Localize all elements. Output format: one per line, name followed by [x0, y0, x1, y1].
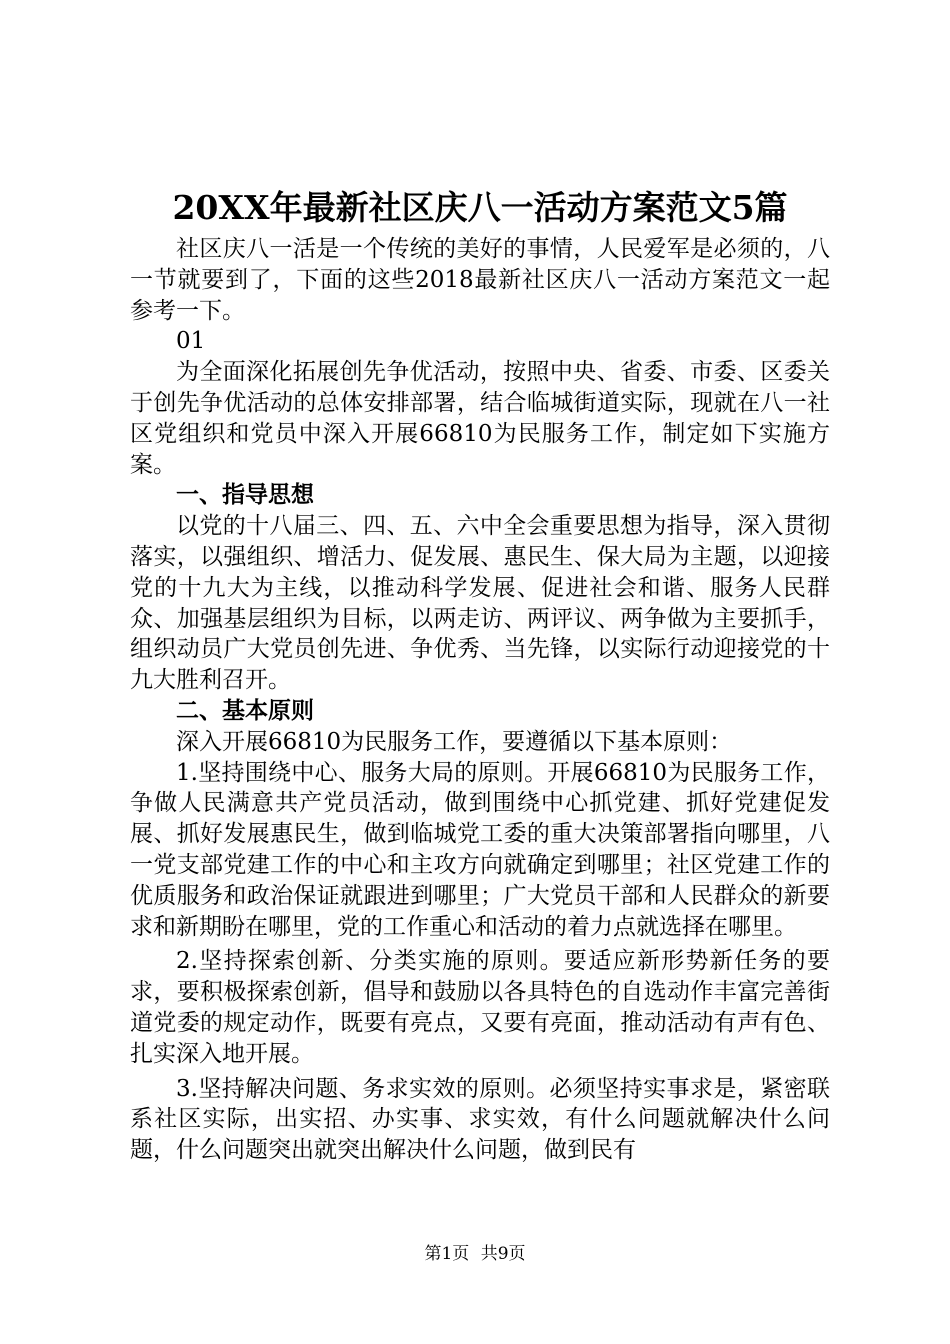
paragraph-purpose: 为全面深化拓展创先争优活动，按照中央、省委、市委、区委关于创先争优活动的总体安排部署，结合临城街道实际，现就在八一社区党组织和党员中深入开展66810为民服务工作，制定如下实施方案。: [130, 359, 830, 478]
paragraph-principles-intro: 深入开展66810为民服务工作，要遵循以下基本原则：: [176, 728, 733, 755]
heading-guiding-ideology: 一、指导思想: [176, 482, 314, 509]
document-title: 20XX年最新社区庆八一活动方案范文5篇: [172, 188, 788, 227]
heading-basic-principles: 二、基本原则: [176, 697, 314, 724]
paragraph-intro: 社区庆八一活是一个传统的美好的事情，人民爱军是必须的，八一节就要到了，下面的这些2018最新社区庆八一活动方案范文一起参考一下。: [130, 236, 830, 324]
paragraph-guiding-ideology: 以党的十八届三、四、五、六中全会重要思想为指导，深入贯彻落实，以强组织、增活力、促发展、惠民生、保大局为主题，以迎接党的十九大为主线，以推动科学发展、促进社会和谐、服务人民群众、加强基层组织为目标，以两走访、两评议、两争做为主要抓手，组织动员广大党员创先进、争优秀、当先锋，以实际行动迎接党的十九大胜利召开。: [130, 513, 830, 694]
page-footer: 第1页 共9页: [424, 1244, 526, 1264]
paragraph-section-number: 01: [176, 328, 206, 355]
paragraph-principle-3: 3.坚持解决问题、务求实效的原则。必须坚持实事求是，紧密联系社区实际，出实招、办实事、求实效，有什么问题就解决什么问题，什么问题突出就突出解决什么问题，做到民有: [130, 1075, 830, 1164]
paragraph-principle-2: 2.坚持探索创新、分类实施的原则。要适应新形势新任务的要求，要积极探索创新，倡导和鼓励以各具特色的自选动作丰富完善街道党委的规定动作，既要有亮点，又要有亮面，推动活动有声有色、扎实深入地开展。: [130, 948, 830, 1067]
paragraph-principle-1: 1.坚持围绕中心、服务大局的原则。开展66810为民服务工作，争做人民满意共产党员活动，做到围绕中心抓党建、抓好党建促发展、抓好发展惠民生，做到临城党工委的重大决策部署指向哪里，八一党支部党建工作的中心和主攻方向就确定到哪里；社区党建工作的优质服务和政治保证就跟进到哪里；广大党员干部和人民群众的新要求和新期盼在哪里，党的工作重心和活动的着力点就选择在哪里。: [130, 759, 830, 940]
document-body: [130, 234, 830, 1166]
